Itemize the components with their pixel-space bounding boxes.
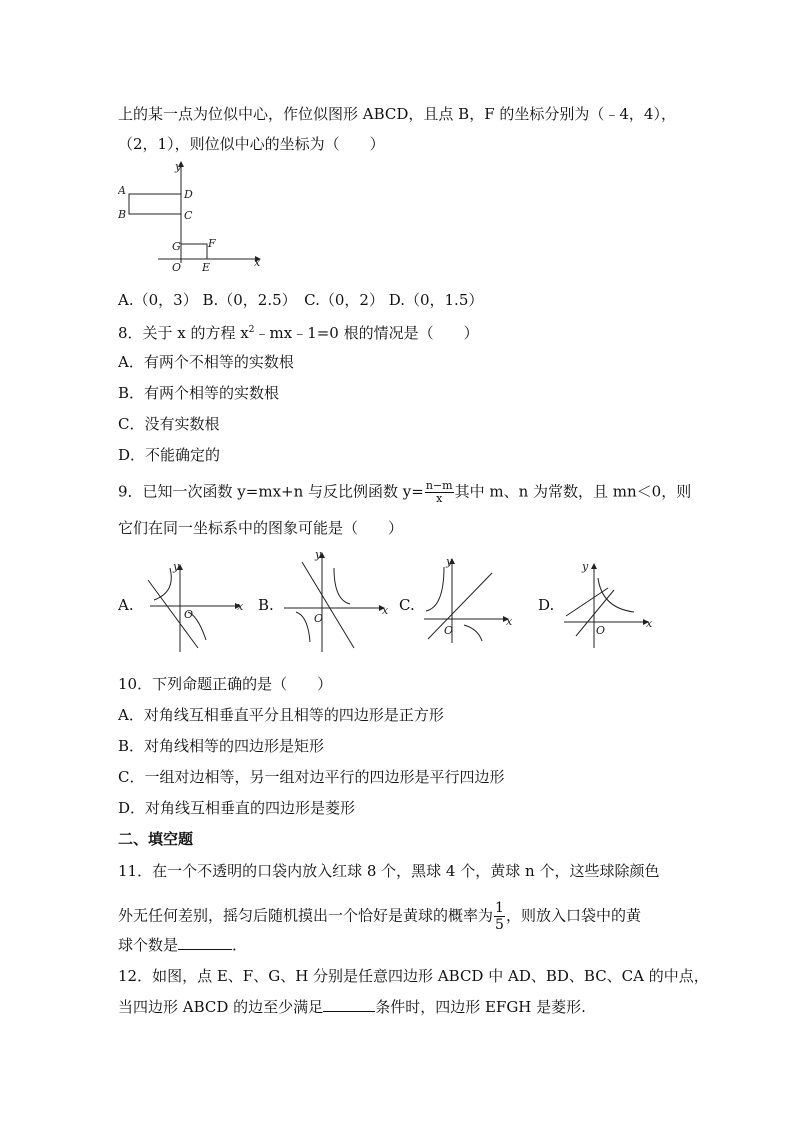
q11-line3: 球个数是 ． [118, 936, 248, 954]
svg-text:y: y [446, 555, 453, 568]
q9-option-b-label: B. [258, 596, 274, 614]
q7-label-x: x [254, 256, 261, 269]
q10-option-b: B．对角线相等的四边形是矩形 [118, 737, 325, 755]
q9-option-a-label: A. [118, 596, 134, 614]
svg-text:x: x [382, 604, 389, 617]
q10-option-c: C．一组对边相等，另一组对边平行的四边形是平行四边形 [118, 768, 505, 786]
svg-text:y: y [173, 560, 180, 573]
q8-stem: 8．关于 x 的方程 $x^2﹣mx﹣1=0$ 根的情况是（ ） [118, 324, 479, 342]
q9-fraction: $\frac{n-m}{x}$ [425, 479, 453, 505]
svg-text:x: x [506, 615, 513, 628]
q12-answer-blank[interactable] [323, 997, 375, 1012]
q7-label-d: D [184, 188, 193, 201]
section-title-fill-in: 二、填空题 [118, 830, 194, 848]
q7-text-line2: （2，1），则位似中心的坐标为（ ） [118, 135, 385, 153]
q7-label-o: O [172, 261, 182, 274]
svg-text:O: O [184, 608, 194, 621]
svg-text:O: O [596, 624, 606, 637]
q9-option-d-label: D. [538, 596, 555, 614]
svg-text:y: y [582, 560, 589, 573]
q9-graph-b [282, 548, 394, 656]
q8-option-d: D．不能确定的 [118, 446, 221, 464]
svg-text:y: y [315, 548, 322, 561]
q7-options: A.（0，3） B.（0，2.5） C.（0，2） D.（0，1.5） [118, 291, 484, 309]
q7-label-f: F [208, 237, 216, 250]
q10-stem: 10．下列命题正确的是（ ） [118, 675, 333, 693]
q7-figure [118, 158, 268, 276]
q7-label-b: B [118, 208, 127, 221]
q7-label-c: C [184, 209, 193, 222]
q9-line2: 它们在同一坐标系中的图象可能是（ ） [118, 519, 404, 537]
q10-option-a: A．对角线互相垂直平分且相等的四边形是正方形 [118, 706, 444, 724]
q7-label-g: G [172, 240, 181, 253]
q7-label-y: y [175, 160, 182, 173]
svg-text:O: O [314, 612, 324, 625]
q9-option-c-label: C. [399, 596, 415, 614]
q7-text-line1: 上的某一点为位似中心，作位似图形 ABCD，且点 B，F 的坐标分别为（﹣4，4）， [118, 105, 676, 123]
q7-label-e: E [202, 261, 211, 274]
q11-line2: 外无任何差别，摇匀后随机摸出一个恰好是黄球的概率为 $\frac{1}{5}$ ，则放入口袋中的黄 [118, 900, 641, 933]
q12-line1: 12．如图，点 E、F、G、H 分别是任意四边形 ABCD 中 AD、BD、BC、CA 的中点， [118, 967, 709, 985]
q9-graph-c [420, 555, 520, 645]
q12-line2: 当四边形 ABCD 的边至少满足 条件时，四边形 EFGH 是菱形. [118, 998, 586, 1016]
q11-line1: 11．在一个不透明的口袋内放入红球 8 个，黑球 4 个，黄球 n 个，这些球除颜色 [118, 862, 660, 880]
q11-answer-blank[interactable] [178, 935, 232, 950]
q10-option-d: D．对角线互相垂直的四边形是菱形 [118, 799, 356, 817]
q11-fraction: $\frac{1}{5}$ [495, 900, 504, 933]
svg-text:x: x [237, 600, 244, 613]
svg-text:O: O [444, 624, 454, 637]
q9-graph-d [560, 560, 660, 650]
q8-option-a: A．有两个不相等的实数根 [118, 353, 294, 371]
svg-text:x: x [646, 617, 653, 630]
q9-stem: 9．已知一次函数 y=mx+n 与反比例函数 y= $\frac{n-m}{x}$ 其中 m、n 为常数，且 mn＜0，则 [118, 479, 692, 505]
q8-option-c: C．没有实数根 [118, 415, 220, 433]
q7-label-a: A [118, 184, 126, 197]
q8-option-b: B．有两个相等的实数根 [118, 384, 280, 402]
q9-graph-a [140, 560, 250, 655]
